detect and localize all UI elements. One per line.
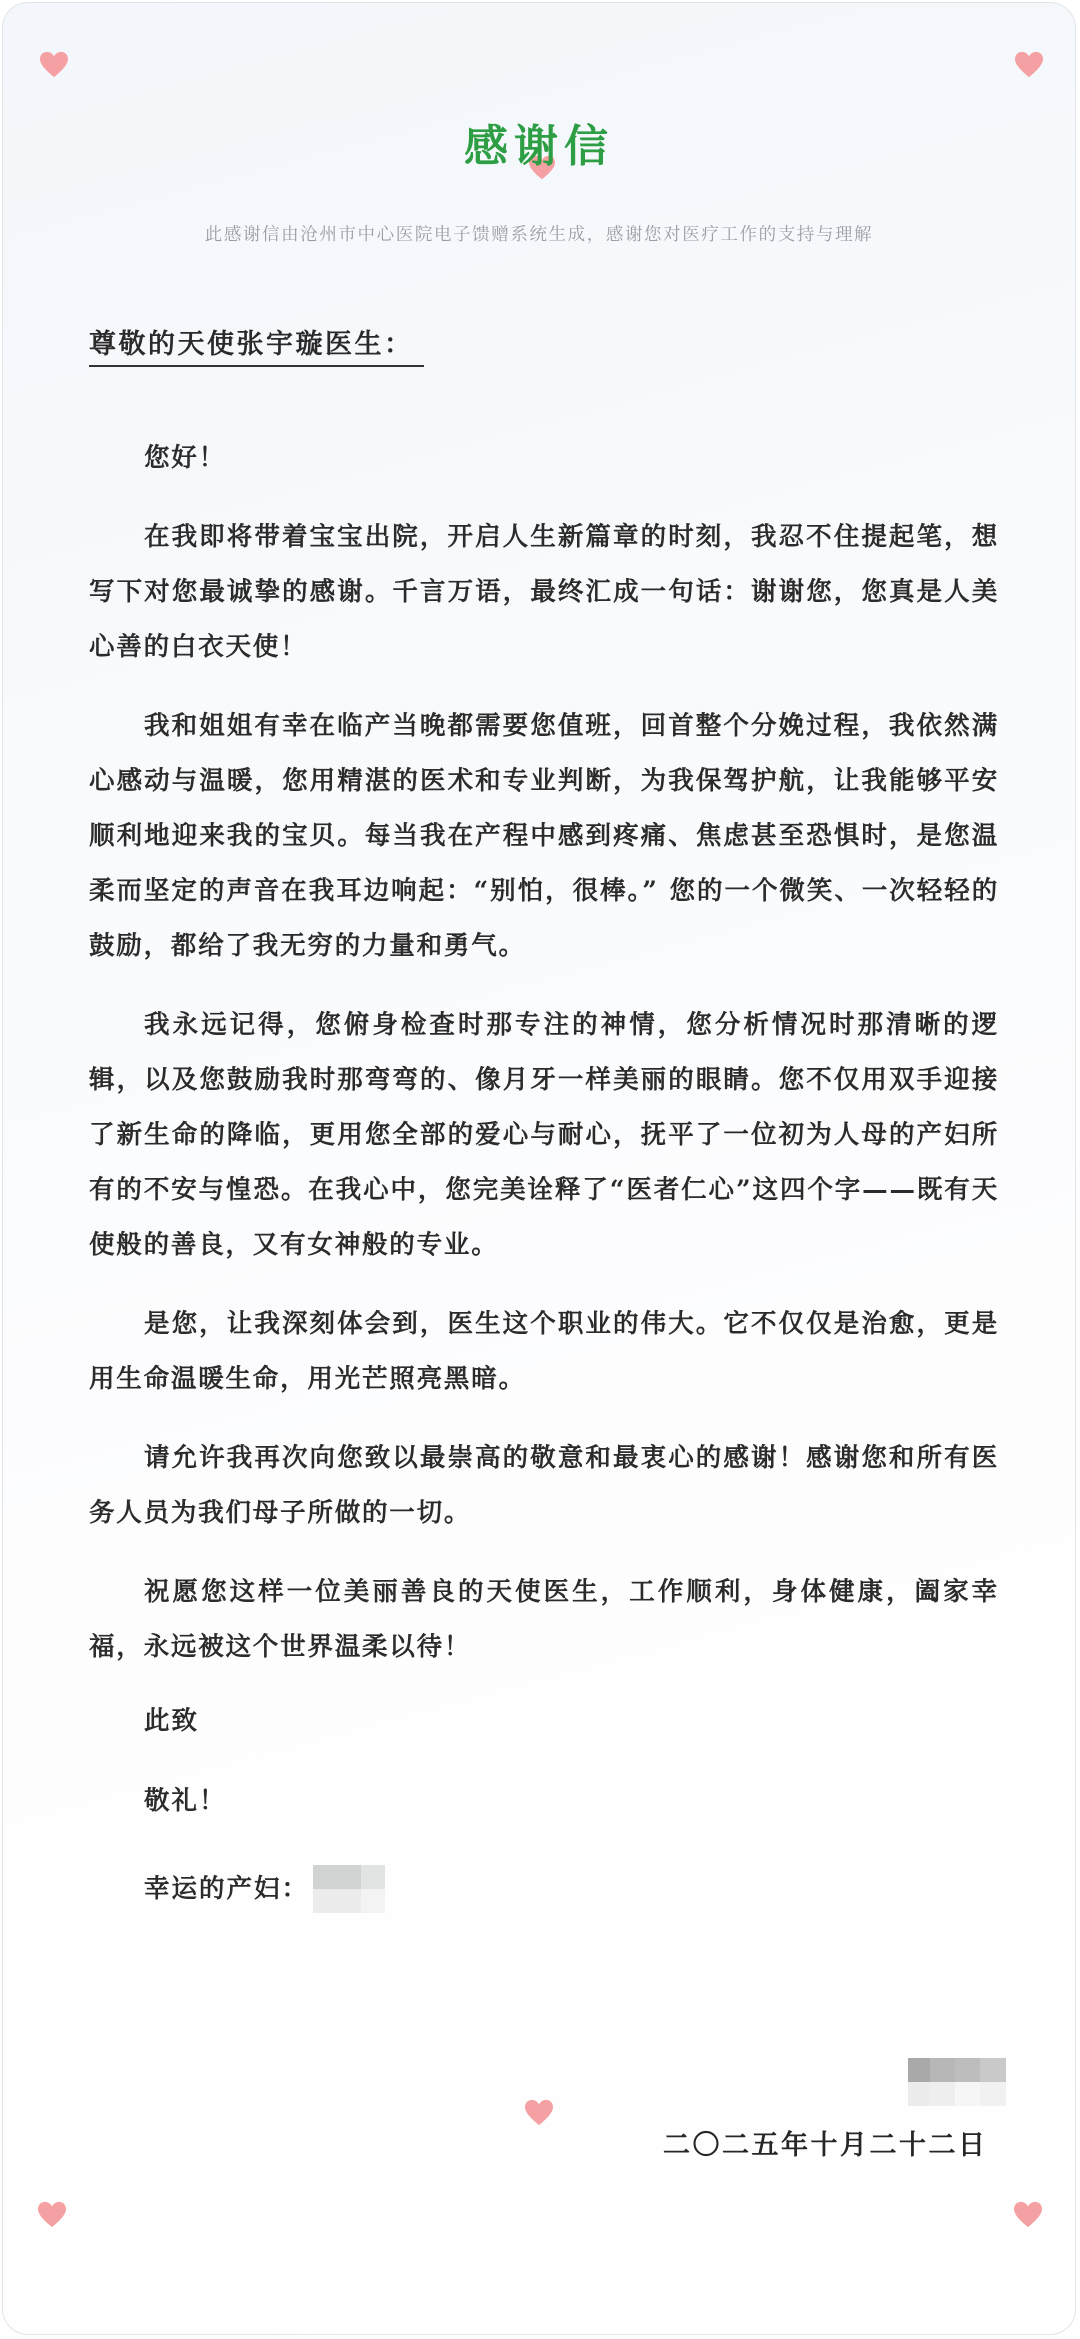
letter-subtitle: 此感谢信由沧州市中心医院电子馈赠系统生成，感谢您对医疗工作的支持与理解 <box>204 225 874 245</box>
heart-icon <box>1013 2201 1043 2229</box>
heart-icon <box>39 51 69 79</box>
salutation: 尊敬的天使张宇璇医生： <box>89 327 424 367</box>
body-paragraph: 我和姐姐有幸在临产当晚都需要您值班，回首整个分娩过程，我依然满心感动与温暖，您用精湛的医术和专业判断，为我保驾护航，让我能够平安顺利地迎来我的宝贝。每当我在产程中感到疼痛、焦虑甚至恐惧时，是您温柔而坚定的声音在我耳边响起：“别怕，很棒。” 您的一个微笑、一次轻轻的鼓励，都给了我无穷的力量和勇气。 <box>89 711 999 961</box>
letter-title: 感谢信 <box>464 121 614 172</box>
body-paragraph: 祝愿您这样一位美丽善良的天使医生，工作顺利，身体健康，阖家幸福，永远被这个世界温柔以待！ <box>89 1577 999 1662</box>
signer-label: 幸运的产妇： <box>144 1874 310 1904</box>
heart-icon <box>1014 51 1044 79</box>
signature-redacted <box>908 2058 1006 2106</box>
heart-icon <box>37 2201 67 2229</box>
letter-date: 二〇二五年十月二十二日 <box>663 2130 988 2161</box>
body-paragraph: 在我即将带着宝宝出院，开启人生新篇章的时刻，我忍不住提起笔，想写下对您最诚挚的感谢。千言万语，最终汇成一句话：谢谢您，您真是人美心善的白衣天使！ <box>89 522 999 662</box>
body-paragraph: 是您，让我深刻体会到，医生这个职业的伟大。它不仅仅是治愈，更是用生命温暖生命，用光芒照亮黑暗。 <box>89 1309 999 1394</box>
body-paragraph: 我永远记得，您俯身检查时那专注的神情，您分析情况时那清晰的逻辑，以及您鼓励我时那弯弯的、像月牙一样美丽的眼睛。您不仅用双手迎接了新生命的降临，更用您全部的爱心与耐心，抚平了一位初为人母的产妇所有的不安与惶恐。在我心中，您完美诠释了“医者仁心”这四个字——既有天使般的善良，又有女神般的专业。 <box>89 1010 999 1260</box>
closing-line-2: 敬礼！ <box>144 1786 227 1816</box>
heart-icon <box>524 2099 554 2127</box>
letter-body <box>89 431 999 1699</box>
letter-card <box>2 2 1076 2335</box>
greeting: 您好！ <box>144 443 226 473</box>
signer-name-redacted <box>313 1865 385 1913</box>
body-paragraph: 请允许我再次向您致以最崇高的敬意和最衷心的感谢！感谢您和所有医务人员为我们母子所做的一切。 <box>89 1443 999 1528</box>
closing-line-1: 此致 <box>144 1706 200 1736</box>
signer-line <box>144 1865 385 1913</box>
